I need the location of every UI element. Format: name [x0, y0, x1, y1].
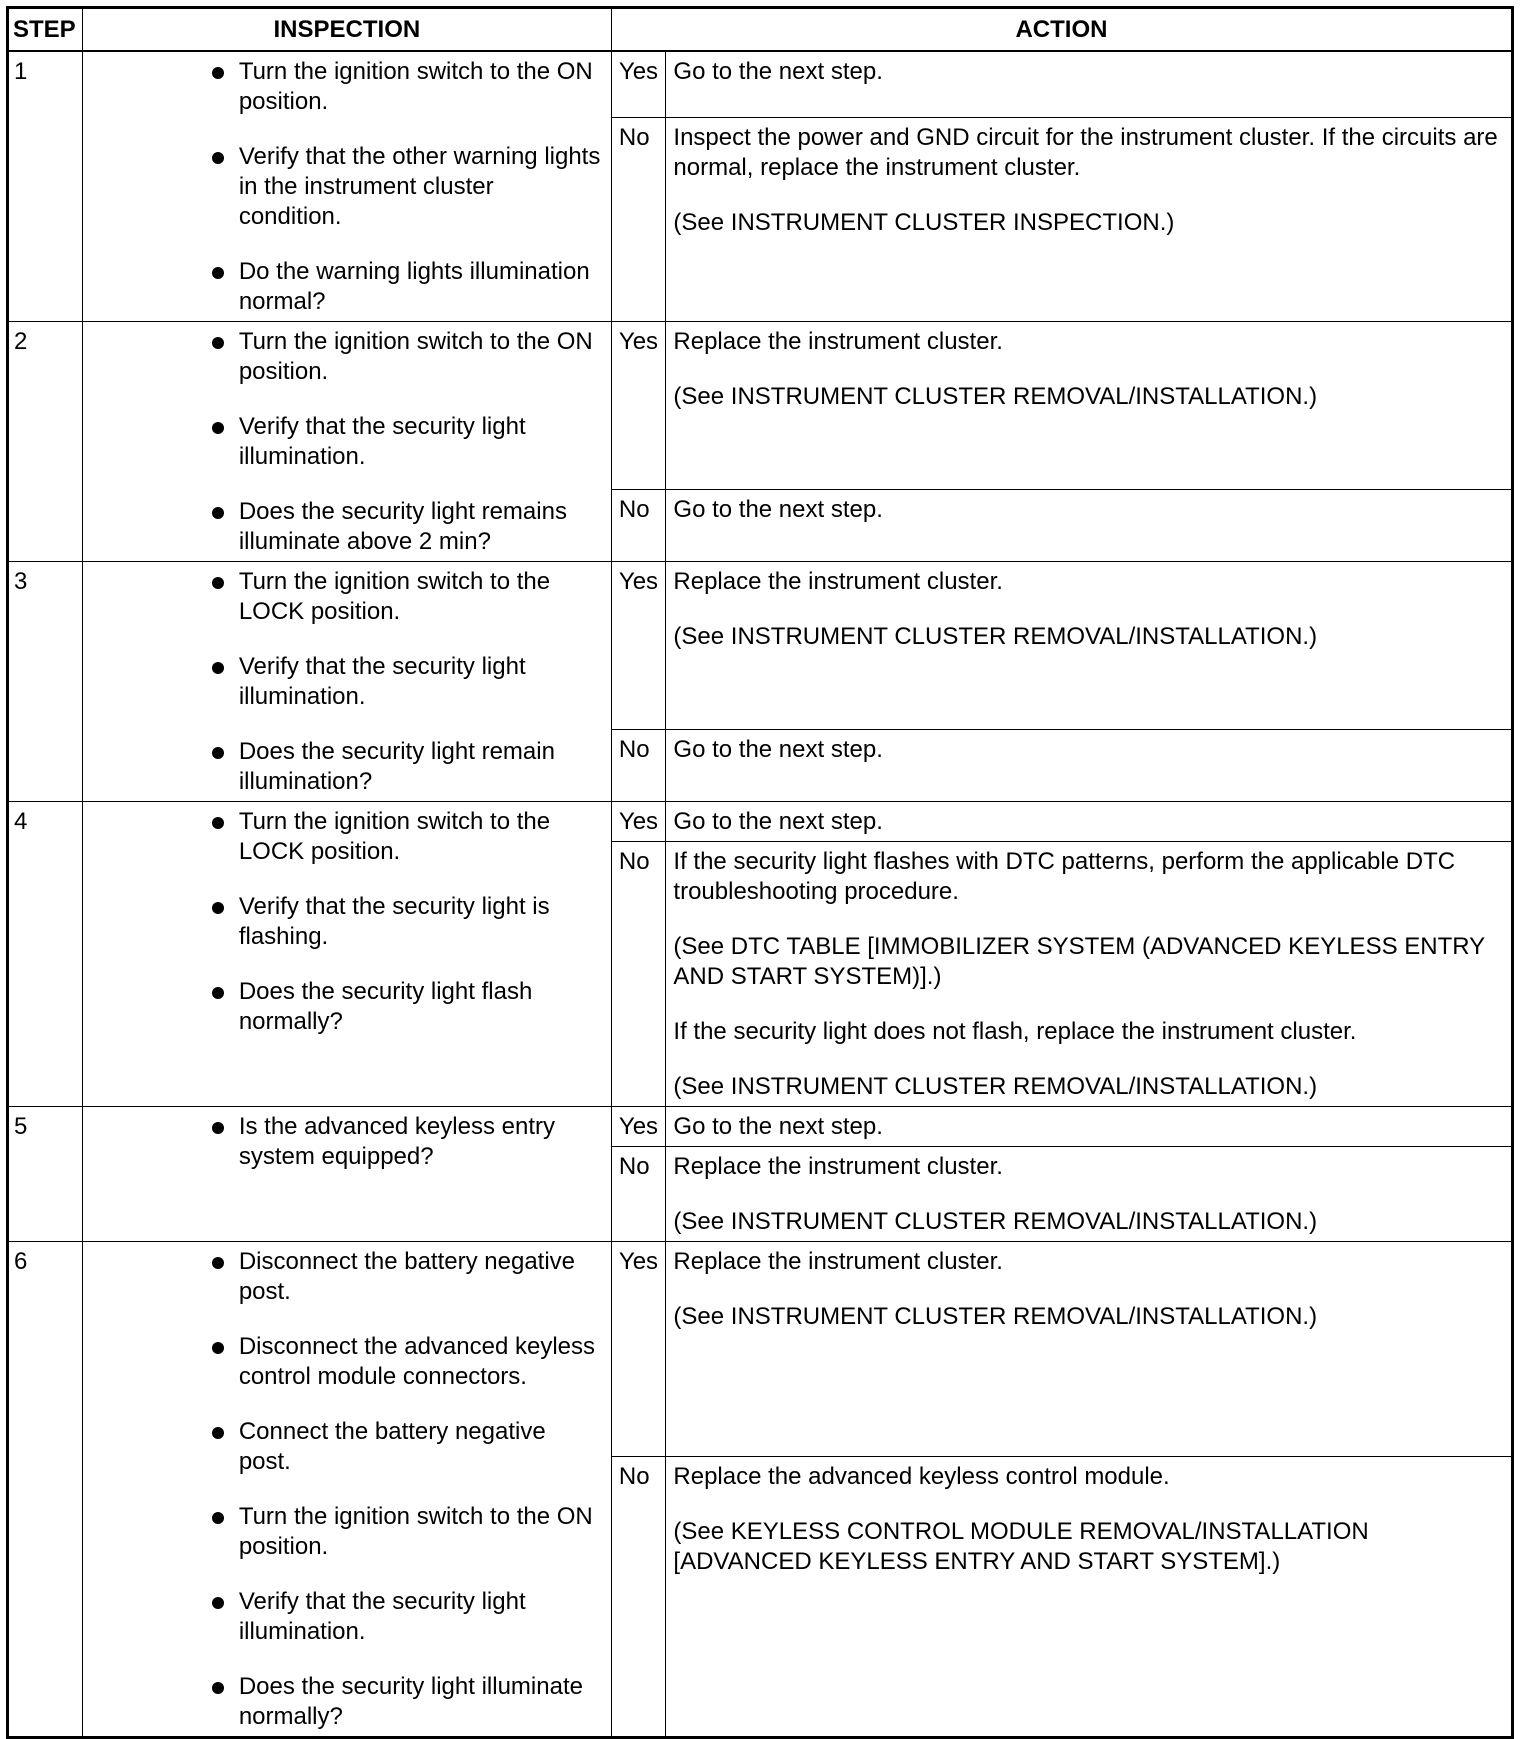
inspection-item	[83, 1247, 603, 1307]
no-answer: No	[611, 842, 666, 1107]
action-text: (See INSTRUMENT CLUSTER REMOVAL/INSTALLATION.)	[673, 1208, 1318, 1235]
inspection-item	[83, 1672, 603, 1732]
yes-answer: Yes	[611, 1107, 666, 1147]
no-answer: No	[611, 1147, 666, 1242]
action-text: Go to the next step.	[673, 496, 883, 524]
action-cell	[666, 730, 1513, 802]
action-text: Replace the advanced keyless control module.	[673, 1463, 1170, 1491]
action-cell	[666, 802, 1513, 842]
table-row	[8, 802, 1513, 842]
action-cell	[666, 117, 1513, 321]
action-text: If the security light flashes with DTC patterns, perform the applicable DTC troubleshooting procedure.	[673, 848, 1456, 905]
inspection-item	[83, 1417, 603, 1477]
bullet-icon	[212, 987, 224, 999]
inspection-list	[83, 807, 603, 1037]
action-text: Replace the instrument cluster.	[673, 1248, 1003, 1275]
action-text: (See INSTRUMENT CLUSTER REMOVAL/INSTALLATION.)	[673, 383, 1318, 410]
no-answer: No	[611, 490, 666, 562]
inspection-list	[83, 57, 603, 317]
action-text: (See INSTRUMENT CLUSTER REMOVAL/INSTALLATION.)	[673, 1073, 1318, 1100]
action-cell	[666, 1147, 1513, 1242]
yes-answer: Yes	[611, 1242, 666, 1457]
no-answer: No	[611, 117, 666, 321]
table-row	[8, 51, 1513, 117]
inspection-item	[83, 57, 603, 117]
step-number: 4	[8, 802, 83, 1107]
bullet-icon	[212, 902, 224, 914]
action-text: Inspect the power and GND circuit for the instrument cluster. If the circuits are normal, replace the instrument cluster.	[673, 123, 1498, 181]
inspection-item	[83, 412, 603, 472]
action-cell	[666, 1457, 1513, 1738]
bullet-icon	[212, 67, 224, 79]
inspection-item	[83, 1587, 603, 1647]
inspection-item	[83, 737, 603, 797]
inspection-list	[83, 567, 603, 797]
bullet-icon	[212, 507, 224, 519]
inspection-list	[83, 1112, 603, 1172]
inspection-text: Turn the ignition switch to the LOCK position.	[238, 568, 551, 625]
inspection-item	[83, 1332, 603, 1392]
inspection-text: Does the security light illuminate normally?	[238, 1673, 583, 1730]
yes-answer: Yes	[611, 322, 666, 490]
inspection-text: Is the advanced keyless entry system equipped?	[238, 1113, 555, 1170]
inspection-item	[83, 892, 603, 952]
step-number: 6	[8, 1242, 83, 1738]
bullet-icon	[212, 1342, 224, 1354]
action-cell	[666, 490, 1513, 562]
inspection-text: Connect the battery negative post.	[238, 1418, 546, 1475]
inspection-cell	[82, 1242, 611, 1738]
inspection-cell	[82, 1107, 611, 1242]
bullet-icon	[212, 152, 224, 164]
bullet-icon	[212, 422, 224, 434]
action-text: (See INSTRUMENT CLUSTER REMOVAL/INSTALLATION.)	[673, 623, 1318, 650]
inspection-text: Does the security light remain illumination?	[238, 738, 555, 795]
action-text: Go to the next step.	[673, 58, 883, 85]
inspection-text: Turn the ignition switch to the ON position.	[238, 58, 593, 115]
inspection-item	[83, 652, 603, 712]
action-header: ACTION	[611, 8, 1512, 52]
table-body	[8, 51, 1513, 1738]
inspection-item	[83, 142, 603, 232]
table-row	[8, 322, 1513, 490]
inspection-text: Does the security light flash normally?	[238, 978, 533, 1035]
bullet-icon	[212, 577, 224, 589]
yes-answer: Yes	[611, 802, 666, 842]
troubleshooting-table	[6, 6, 1514, 1739]
inspection-text: Turn the ignition switch to the ON position.	[238, 328, 593, 385]
action-text: (See KEYLESS CONTROL MODULE REMOVAL/INSTALLATION [ADVANCED KEYLESS ENTRY AND START SYSTEM].)	[673, 1518, 1369, 1576]
inspection-text: Disconnect the battery negative post.	[238, 1248, 576, 1305]
inspection-text: Verify that the security light illumination.	[238, 413, 526, 470]
step-header: STEP	[8, 8, 83, 52]
bullet-icon	[212, 1257, 224, 1269]
action-text: (See DTC TABLE [IMMOBILIZER SYSTEM (ADVANCED KEYLESS ENTRY AND START SYSTEM)].)	[673, 933, 1485, 990]
bullet-icon	[212, 267, 224, 279]
action-cell	[666, 562, 1513, 730]
action-text: Replace the instrument cluster.	[673, 568, 1003, 595]
action-text: Replace the instrument cluster.	[673, 328, 1003, 355]
inspection-item	[83, 567, 603, 627]
action-text: If the security light does not flash, replace the instrument cluster.	[673, 1018, 1357, 1045]
action-cell	[666, 1107, 1513, 1147]
inspection-cell	[82, 802, 611, 1107]
no-answer: No	[611, 730, 666, 802]
action-cell	[666, 51, 1513, 117]
inspection-list	[83, 1247, 603, 1732]
inspection-text: Turn the ignition switch to the ON position.	[238, 1503, 593, 1560]
action-cell	[666, 1242, 1513, 1457]
inspection-text: Disconnect the advanced keyless control module connectors.	[238, 1333, 596, 1390]
inspection-text: Turn the ignition switch to the LOCK position.	[238, 808, 551, 865]
bullet-icon	[212, 337, 224, 349]
inspection-text: Verify that the security light illumination.	[238, 1588, 526, 1645]
action-text: Replace the instrument cluster.	[673, 1153, 1003, 1180]
inspection-text: Verify that the security light is flashing.	[238, 893, 550, 950]
header-row	[8, 8, 1513, 52]
inspection-item	[83, 807, 603, 867]
inspection-list	[83, 327, 603, 557]
inspection-item	[83, 1112, 603, 1172]
bullet-icon	[212, 1597, 224, 1609]
table-row	[8, 1242, 1513, 1457]
inspection-text: Verify that the security light illumination.	[238, 653, 526, 710]
bullet-icon	[212, 662, 224, 674]
inspection-item	[83, 497, 603, 557]
action-text: Go to the next step.	[673, 1113, 883, 1140]
yes-answer: Yes	[611, 562, 666, 730]
inspection-cell	[82, 562, 611, 802]
step-number: 1	[8, 51, 83, 322]
step-number: 2	[8, 322, 83, 562]
inspection-cell	[82, 322, 611, 562]
action-text: (See INSTRUMENT CLUSTER REMOVAL/INSTALLATION.)	[673, 1303, 1318, 1330]
inspection-item	[83, 1502, 603, 1562]
inspection-item	[83, 257, 603, 317]
table-row	[8, 1107, 1513, 1147]
bullet-icon	[212, 1122, 224, 1134]
action-cell	[666, 842, 1513, 1107]
inspection-item	[83, 977, 603, 1037]
inspection-text: Do the warning lights illumination normal?	[238, 258, 590, 315]
action-text: Go to the next step.	[673, 736, 883, 764]
inspection-header: INSPECTION	[82, 8, 611, 52]
no-answer: No	[611, 1457, 666, 1738]
inspection-item	[83, 327, 603, 387]
step-number: 5	[8, 1107, 83, 1242]
inspection-text: Verify that the other warning lights in the instrument cluster condition.	[238, 143, 601, 230]
step-number: 3	[8, 562, 83, 802]
bullet-icon	[212, 1427, 224, 1439]
yes-answer: Yes	[611, 51, 666, 117]
bullet-icon	[212, 1512, 224, 1524]
bullet-icon	[212, 1682, 224, 1694]
action-text: (See INSTRUMENT CLUSTER INSPECTION.)	[673, 208, 1175, 236]
bullet-icon	[212, 817, 224, 829]
inspection-text: Does the security light remains illuminate above 2 min?	[238, 498, 567, 555]
table-row	[8, 562, 1513, 730]
action-cell	[666, 322, 1513, 490]
action-text: Go to the next step.	[673, 808, 883, 835]
bullet-icon	[212, 747, 224, 759]
inspection-cell	[82, 51, 611, 322]
